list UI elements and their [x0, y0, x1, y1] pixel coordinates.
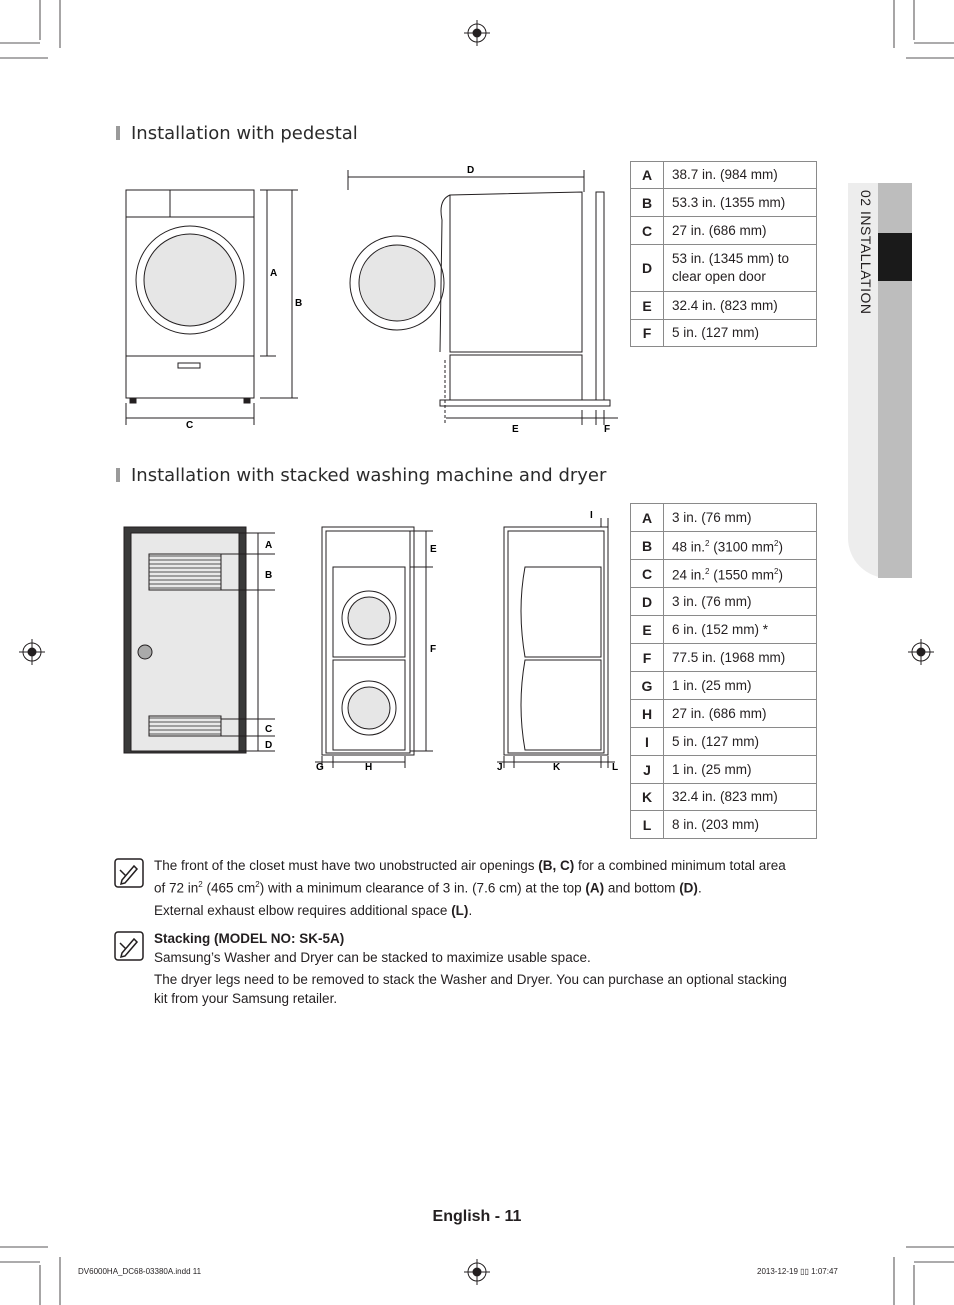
row-value: 53 in. (1345 mm) to clear open door [664, 245, 817, 292]
row-value: 8 in. (203 mm) [664, 811, 817, 839]
row-value: 3 in. (76 mm) [664, 588, 817, 616]
dim-label-e: E [430, 544, 437, 555]
dim-label-l: L [612, 762, 619, 773]
dim-label-g: G [316, 762, 324, 773]
table-row [631, 320, 817, 347]
row-value: 1 in. (25 mm) [664, 756, 817, 784]
dim-label-h: H [365, 762, 373, 773]
table-row [631, 217, 817, 245]
dim-label-k: K [553, 762, 561, 773]
chapter-tab-marker [878, 233, 912, 281]
section-title-text: Installation with stacked washing machine and dryer [131, 465, 607, 486]
table-row [631, 504, 817, 532]
row-key: C [631, 217, 664, 245]
table-row [631, 588, 817, 616]
row-key: B [631, 189, 664, 217]
row-key: D [631, 588, 664, 616]
section-title-text: Installation with pedestal [131, 123, 358, 144]
row-key: G [631, 672, 664, 700]
page-number: English - 11 [432, 1208, 522, 1225]
row-key: C [631, 560, 664, 588]
note-pencil-icon [114, 931, 144, 961]
chapter-label: 02 INSTALLATION [858, 190, 874, 315]
dim-label-c: C [186, 420, 194, 431]
table-row [631, 728, 817, 756]
table-row [631, 189, 817, 217]
registration-target-icon [908, 639, 934, 665]
row-value: 32.4 in. (823 mm) [664, 292, 817, 320]
table-row [631, 532, 817, 560]
table-row [631, 616, 817, 644]
registration-target-icon [464, 1259, 490, 1285]
row-value: 6 in. (152 mm) * [664, 616, 817, 644]
note-pencil-icon [114, 858, 144, 888]
table-row [631, 644, 817, 672]
row-key: E [631, 616, 664, 644]
row-key: B [631, 532, 664, 560]
stacking-note [154, 929, 794, 1008]
row-value: 27 in. (686 mm) [664, 700, 817, 728]
table-row [631, 560, 817, 588]
note-paragraph: External exhaust elbow requires additional space (L). [154, 902, 473, 918]
row-key: A [631, 162, 664, 189]
stacked-diagram [115, 500, 625, 780]
dim-label-f: F [604, 424, 611, 435]
row-key: I [631, 728, 664, 756]
row-value: 5 in. (127 mm) [664, 320, 817, 347]
note-paragraph: Samsung’s Washer and Dryer can be stacked to maximize usable space. [154, 950, 591, 965]
row-value: 77.5 in. (1968 mm) [664, 644, 817, 672]
row-key: A [631, 504, 664, 532]
dim-label-d: D [265, 740, 273, 751]
table-row [631, 811, 817, 839]
registration-target-icon [464, 20, 490, 46]
row-value: 5 in. (127 mm) [664, 728, 817, 756]
row-value: 48 in.$^2$ (3100 $mm^2$) [664, 532, 817, 560]
row-value: 53.3 in. (1355 mm) [664, 189, 817, 217]
row-key: L [631, 811, 664, 839]
print-timestamp: 2013-12-19 ▯▯ 1:07:47 [757, 1267, 838, 1276]
table-row [631, 784, 817, 811]
row-value: 24 in.$^2$ (1550 $mm^2$) [664, 560, 817, 588]
registration-target-icon [19, 639, 45, 665]
closet-ventilation-note [154, 856, 794, 920]
table-row [631, 245, 817, 292]
stacked-dimensions-table [630, 503, 817, 839]
dim-label-e: E [512, 424, 519, 435]
row-value: 3 in. (76 mm) [664, 504, 817, 532]
note-paragraph: The front of the closet must have two unobstructed air openings (B, C) for a combined minimum total area of 72 $in^2$ (465 $cm^2$) with a minimum clearance of 3 in. (7.6 cm) at the top (A) and bottom (D). [154, 858, 786, 896]
dim-label-d: D [467, 165, 475, 176]
dim-label-a: A [265, 540, 273, 551]
row-key: H [631, 700, 664, 728]
row-value: 38.7 in. (984 mm) [664, 162, 817, 189]
table-row [631, 292, 817, 320]
dim-label-c: C [265, 724, 273, 735]
table-row [631, 672, 817, 700]
heading-marker [116, 126, 120, 140]
dim-label-b: B [265, 570, 273, 581]
row-key: J [631, 756, 664, 784]
pedestal-dimensions-table [630, 161, 817, 347]
row-key: F [631, 320, 664, 347]
row-value: 27 in. (686 mm) [664, 217, 817, 245]
dim-label-j: J [497, 762, 503, 773]
dim-label-f: F [430, 644, 437, 655]
dim-label-a: A [270, 268, 278, 279]
row-key: F [631, 644, 664, 672]
row-key: D [631, 245, 664, 292]
dim-label-b: B [295, 298, 303, 309]
table-row [631, 700, 817, 728]
section-title-stacked [116, 465, 606, 486]
row-key: E [631, 292, 664, 320]
table-row [631, 162, 817, 189]
dim-label-i: I [590, 510, 593, 521]
note-heading: Stacking (MODEL NO: SK-5A) [154, 931, 345, 946]
heading-marker [116, 468, 120, 482]
section-title-pedestal [116, 123, 358, 144]
pedestal-diagram [120, 160, 620, 440]
row-key: K [631, 784, 664, 811]
note-paragraph: The dryer legs need to be removed to stack the Washer and Dryer. You can purchase an optional stacking kit from your Samsung retailer. [154, 972, 787, 1006]
print-file-name: DV6000HA_DC68-03380A.indd 11 [78, 1267, 202, 1276]
row-value: 32.4 in. (823 mm) [664, 784, 817, 811]
table-row [631, 756, 817, 784]
row-value: 1 in. (25 mm) [664, 672, 817, 700]
